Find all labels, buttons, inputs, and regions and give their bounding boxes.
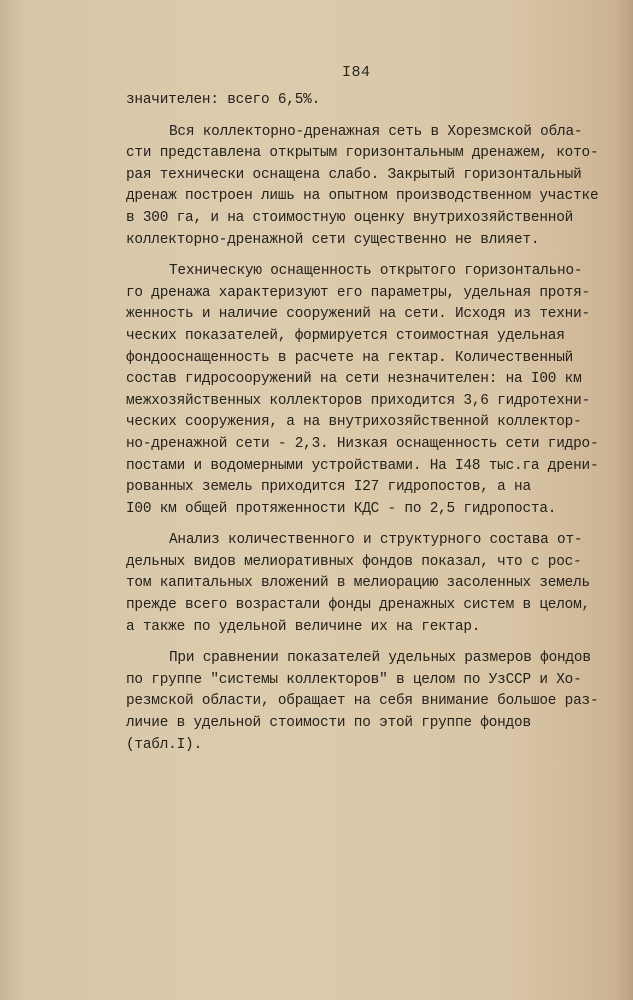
text-line: коллекторно-дренажной сети существенно не влияет. bbox=[126, 231, 540, 248]
paragraph-drainage-network bbox=[126, 122, 599, 252]
text-line: в 300 га, и на стоимостную оценку внутрихозяйственной bbox=[126, 209, 574, 226]
text-line: резмской области, обращает на себя внимание большое раз- bbox=[126, 693, 599, 710]
text-line: дельных видов мелиоративных фондов показал, что с рос- bbox=[126, 553, 582, 570]
text-line: рованных земель приходится I27 гидропостов, а на bbox=[126, 479, 531, 496]
text-line: межхозяйственных коллекторов приходится 3,6 гидротехни- bbox=[126, 392, 590, 409]
paragraph-technical-equipment bbox=[126, 261, 599, 520]
page-number: I84 bbox=[342, 64, 371, 81]
text-line: Вся коллекторно-дренажная сеть в Хорезмской обла- bbox=[169, 123, 583, 140]
text-line: но-дренажной сети - 2,3. Низкая оснащенность сети гидро- bbox=[126, 435, 599, 452]
text-line: постами и водомерными устройствами. На I48 тыс.га дрени- bbox=[126, 457, 599, 474]
text-line: При сравнении показателей удельных размеров фондов bbox=[169, 650, 591, 667]
text-line: рая технически оснащена слабо. Закрытый горизонтальный bbox=[126, 166, 582, 183]
body-text bbox=[126, 90, 599, 766]
text-line: дренаж построен лишь на опытном производственном участке bbox=[126, 188, 599, 205]
text-line: состав гидросооружений на сети незначителен: на I00 км bbox=[126, 371, 582, 388]
text-line: I00 км общей протяженности КДС - по 2,5 гидропоста. bbox=[126, 500, 557, 517]
text-line: ческих показателей, формируется стоимостная удельная bbox=[126, 327, 565, 344]
text-line: прежде всего возрастали фонды дренажных систем в целом, bbox=[126, 597, 590, 614]
text-line: фондооснащенность в расчете на гектар. Количественный bbox=[126, 349, 574, 366]
text-line: а также по удельной величине их на гектар. bbox=[126, 618, 481, 635]
text-line: сти представлена открытым горизонтальным дренажем, кото- bbox=[126, 145, 599, 162]
text-line: том капитальных вложений в мелиорацию засоленных земель bbox=[126, 575, 590, 592]
text-line: го дренажа характеризуют его параметры, удельная протя- bbox=[126, 284, 590, 301]
text-line: (табл.I). bbox=[126, 736, 202, 753]
text-line: по группе "системы коллекторов" в целом по УзССР и Хо- bbox=[126, 671, 582, 688]
text-line: женность и наличие сооружений на сети. Исходя из техни- bbox=[126, 306, 590, 323]
paragraph-comparison bbox=[126, 648, 599, 756]
text-line: ческих сооружения, а на внутрихозяйственной коллектор- bbox=[126, 414, 582, 431]
paragraph-continuation bbox=[126, 90, 588, 112]
paragraph-analysis bbox=[126, 530, 588, 638]
text-line: личие в удельной стоимости по этой группе фондов bbox=[126, 715, 531, 732]
text-line: значителен: всего 6,5%. bbox=[126, 92, 321, 108]
text-line: Техническую оснащенность открытого горизонтально- bbox=[169, 263, 583, 280]
text-line: Анализ количественного и структурного состава от- bbox=[169, 532, 583, 549]
